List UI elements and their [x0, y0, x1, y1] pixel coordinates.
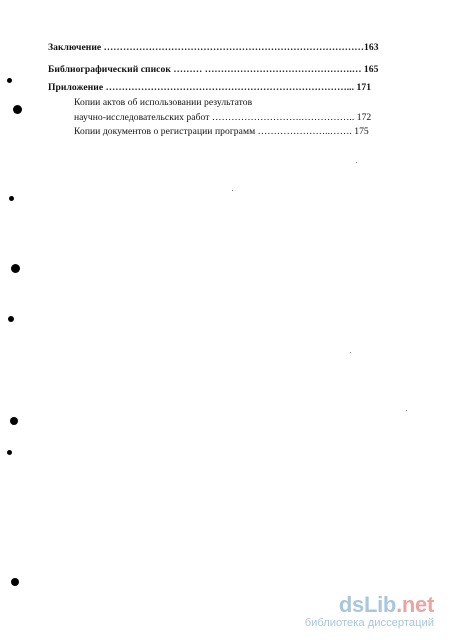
scan-speck: [356, 162, 357, 163]
logo-tagline: библиотека диссертаций: [304, 617, 434, 629]
toc-subentry-registration: Копии документов о регистрации программ …………………..……. 175: [74, 126, 369, 137]
scan-speck: [406, 410, 407, 411]
scan-speck: [232, 190, 233, 191]
toc-entry-appendix: Приложение …………………………………………………………………... 171: [48, 82, 372, 93]
scan-speck: [350, 352, 351, 353]
binder-hole: [10, 417, 18, 425]
toc-entry-conclusion: Заключение ………………………………………………………………………163: [48, 42, 379, 53]
binder-hole: [7, 78, 12, 83]
binder-hole: [8, 316, 14, 322]
toc-subentry-acts-line2: научно-исследовательских работ ……………………….…………….. 172: [74, 112, 372, 123]
binder-hole: [11, 264, 20, 273]
toc-entry-bibliography: Библиографический список ……… ……………………………………….… 165: [48, 64, 379, 75]
logo-wordmark: dsLib.net: [338, 592, 434, 617]
binder-hole: [13, 105, 22, 114]
toc-subentry-acts-line1: Копии актов об использовании результатов: [74, 97, 253, 108]
dslib-watermark-logo: [304, 592, 436, 632]
binder-hole: [7, 450, 12, 455]
binder-hole: [9, 196, 14, 201]
binder-hole: [11, 578, 19, 586]
